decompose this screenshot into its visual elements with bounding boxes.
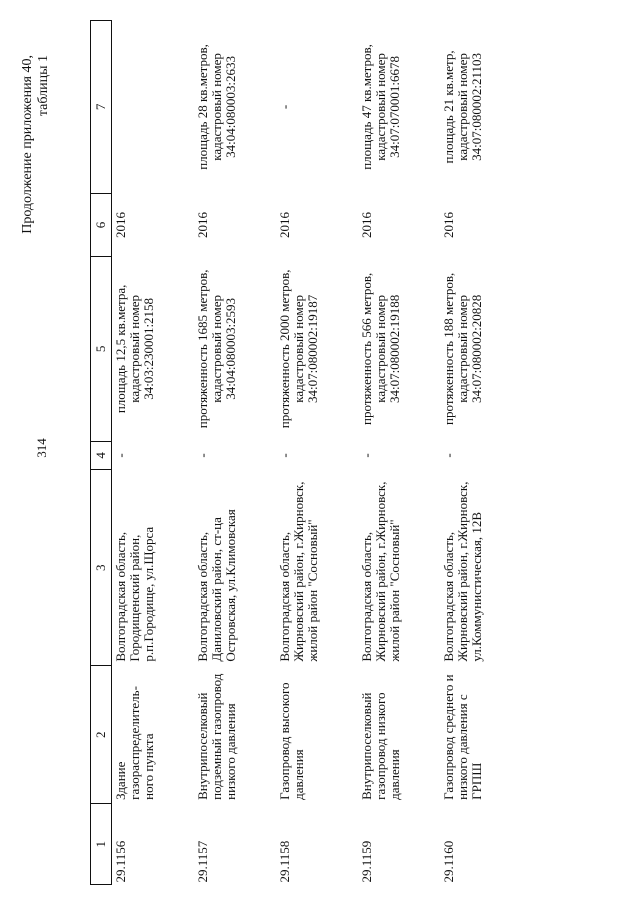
land-plot-info: площадь 28 кв.метров, кадастровый номер 34:04:080003:2633 bbox=[195, 44, 238, 170]
object-characteristics: протяженность 566 метров, кадастровый номер 34:07:080002:19188 bbox=[359, 272, 402, 425]
object-year: 2016 bbox=[441, 212, 456, 239]
column-4-value: - bbox=[359, 453, 374, 458]
column-header: 6 bbox=[91, 193, 112, 256]
row-number: 29.1160 bbox=[441, 840, 456, 883]
row-number: 29.1159 bbox=[359, 840, 374, 883]
column-header: 2 bbox=[91, 666, 112, 804]
table-caption bbox=[20, 55, 52, 255]
land-plot-info: - bbox=[277, 104, 292, 110]
column-4-value: - bbox=[113, 453, 128, 458]
caption-line-2: таблицы 1 bbox=[36, 55, 51, 117]
object-address: Волгоградская область, Жирновский район, г.Жирновск, жилой район "Сосновый" bbox=[277, 481, 320, 662]
object-address: Волгоградская область, Жирновский район, г.Жирновск, ул.Коммунистическая, 12В bbox=[441, 481, 484, 662]
column-header: 4 bbox=[91, 441, 112, 470]
object-name: Здание газораспределитель-ного пункта bbox=[113, 686, 156, 800]
object-characteristics: протяженность 2000 метров, кадастровый номер 34:07:080002:19187 bbox=[277, 269, 320, 429]
object-address: Волгоградская область, Даниловский район, ст-ца Островская, ул.Климовская bbox=[195, 509, 238, 662]
object-year: 2016 bbox=[195, 212, 210, 239]
header-row bbox=[91, 21, 112, 885]
column-4-value: - bbox=[277, 453, 292, 458]
object-address: Волгоградская область, Городищенский район, р.п.Городище, ул.Щорса bbox=[113, 526, 156, 662]
table-row bbox=[112, 21, 195, 885]
object-year: 2016 bbox=[359, 212, 374, 239]
object-name: Газопровод высокого давления bbox=[277, 682, 306, 800]
property-table bbox=[90, 20, 522, 885]
row-number: 29.1156 bbox=[113, 840, 128, 883]
row-number: 29.1158 bbox=[277, 840, 292, 883]
object-name: Газопровод среднего и низкого давления с ГРПШ bbox=[441, 674, 484, 800]
object-address: Волгоградская область, Жирновский район, г.Жирновск, жилой район "Сосновый" bbox=[359, 481, 402, 662]
object-year: 2016 bbox=[277, 212, 292, 239]
table-row bbox=[358, 21, 440, 885]
row-number: 29.1157 bbox=[195, 840, 210, 883]
caption-line-1: Продолжение приложения 40, bbox=[20, 55, 35, 234]
table-row bbox=[440, 21, 522, 885]
column-header: 5 bbox=[91, 257, 112, 441]
object-characteristics: протяженность 188 метров, кадастровый номер 34:07:080002:20828 bbox=[441, 272, 484, 425]
column-header: 1 bbox=[91, 804, 112, 885]
land-plot-info: площадь 47 кв.метров, кадастровый номер 34:07:070001:6678 bbox=[359, 44, 402, 170]
table-row bbox=[276, 21, 358, 885]
object-name: Внутрипоселковый подземный газопровод низкого давления bbox=[195, 673, 238, 800]
land-plot-info bbox=[112, 21, 195, 194]
table-row bbox=[194, 21, 276, 885]
column-4-value: - bbox=[441, 453, 456, 458]
page-number: 314 bbox=[34, 438, 49, 458]
object-characteristics: площадь 12,5 кв.метра, кадастровый номер 34:03:230001:2158 bbox=[113, 284, 156, 414]
land-plot-info: площадь 21 кв.метр, кадастровый номер 34:07:080002:21103 bbox=[441, 50, 484, 164]
column-header: 7 bbox=[91, 21, 112, 194]
column-4-value: - bbox=[195, 453, 210, 458]
object-name: Внутрипоселковый газопровод низкого давления bbox=[359, 692, 402, 800]
object-characteristics: протяженность 1685 метров, кадастровый номер 34:04:080003:2593 bbox=[195, 269, 238, 429]
object-year: 2016 bbox=[113, 212, 128, 239]
column-header: 3 bbox=[91, 470, 112, 666]
